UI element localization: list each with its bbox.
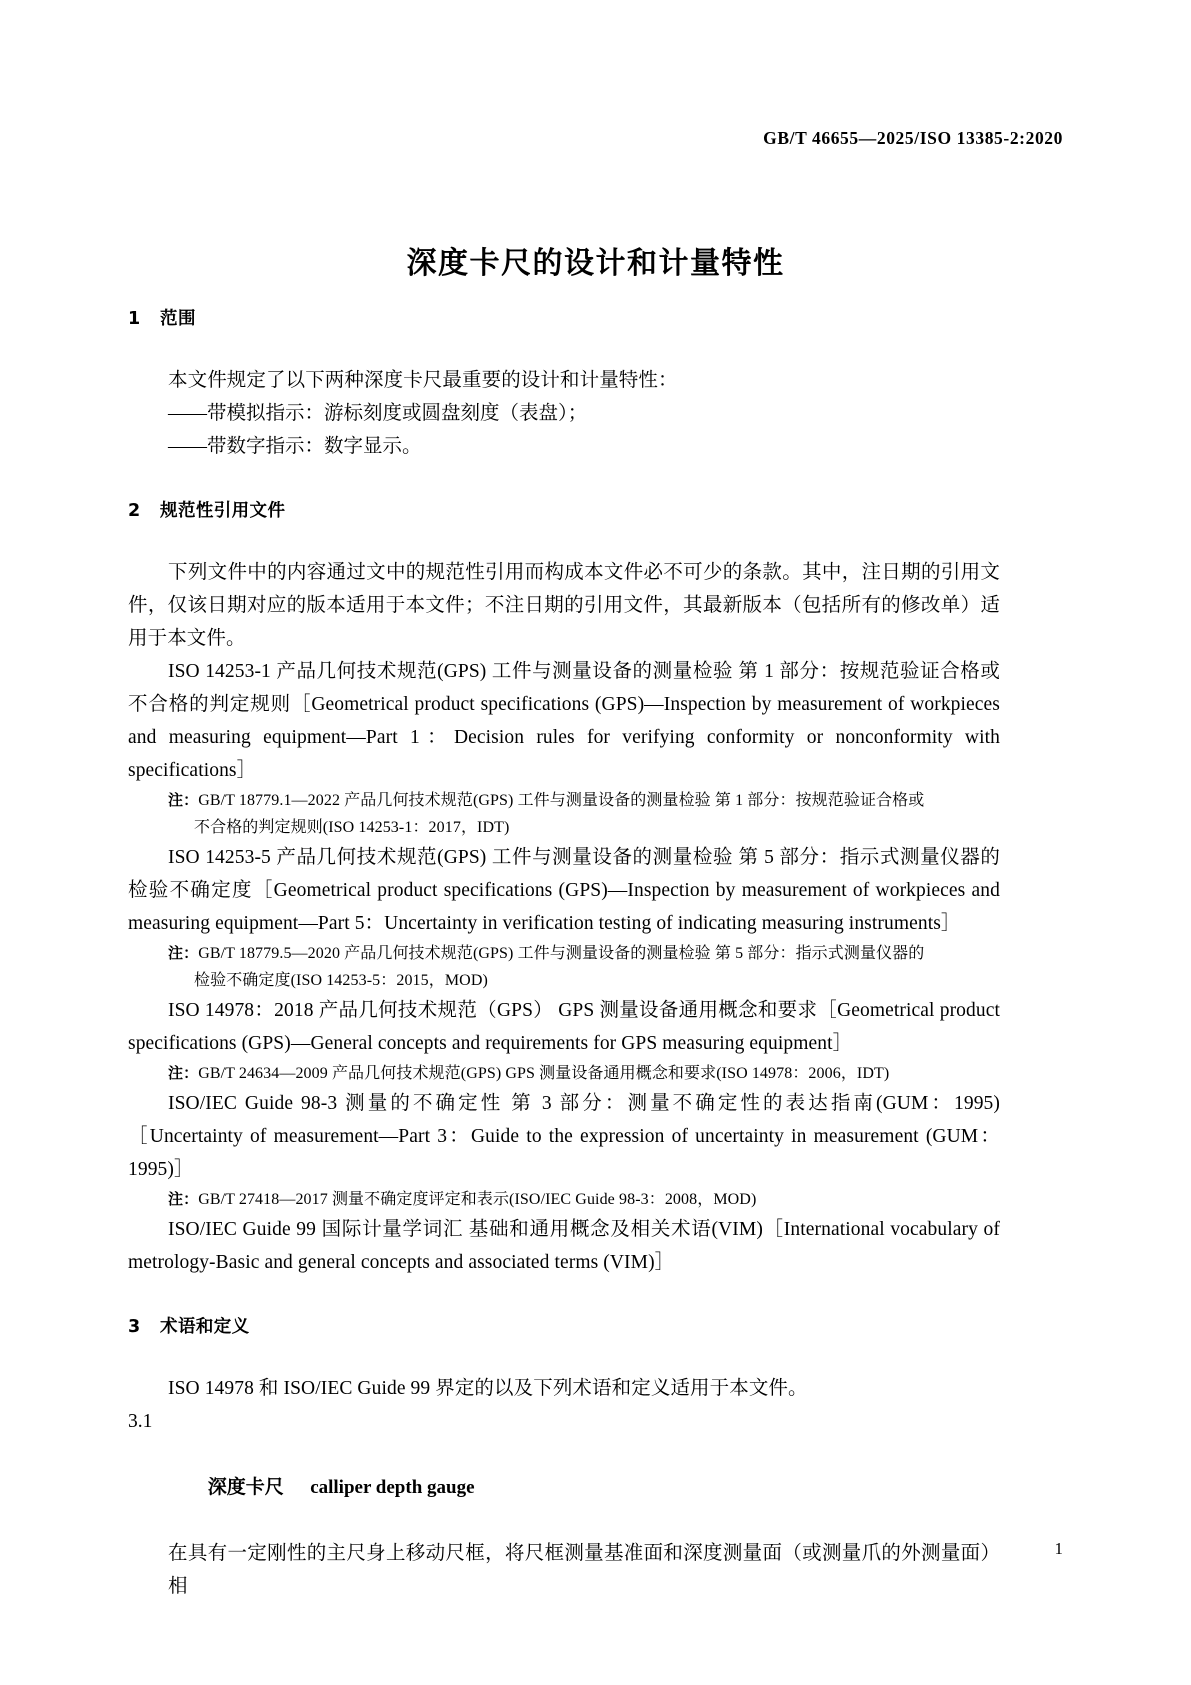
reference-entry: ISO/IEC Guide 99 国际计量学词汇 基础和通用概念及相关术语(VIM)［International vocabulary of metrology-Basic and general concepts and associated terms (VIM)］	[128, 1219, 1000, 1273]
note-label: 注：	[168, 1190, 199, 1208]
reference-note-continuation: 不合格的判定规则(ISO 14253-1：2017，IDT)	[194, 819, 510, 836]
clause-1-intro: 本文件规定了以下两种深度卡尺最重要的设计和计量特性：	[168, 370, 678, 391]
note-label: 注：	[168, 944, 199, 962]
reference-note	[128, 787, 1000, 814]
clause-3-intro: ISO 14978 和 ISO/IEC Guide 99 界定的以及下列术语和定义适用于本文件。	[168, 1378, 808, 1399]
reference-note-continuation: 检验不确定度(ISO 14253-5：2015，MOD)	[194, 972, 488, 989]
term-name-en: calliper depth gauge	[310, 1477, 475, 1498]
clause-1-item-digital: ——带数字指示：数字显示。	[168, 436, 422, 457]
term-name-zh: 深度卡尺	[207, 1476, 284, 1498]
term-definition: 在具有一定刚性的主尺身上移动尺框，将尺框测量基准面和深度测量面（或测量爪的外测量面）相	[168, 1543, 1000, 1597]
document-body	[128, 305, 1000, 1603]
reference-note	[128, 1060, 1000, 1087]
reference-entry: ISO 14253-1 产品几何技术规范(GPS) 工件与测量设备的测量检验 第 1 部分：按规范验证合格或不合格的判定规则［Geometrical product specifications (GPS)—Inspection by measurement of workpieces and measuring equipment—Part 1：Decision rules for verifying conformity or nonconformity with specifications］	[128, 661, 1000, 781]
running-header-standard-number: GB/T 46655—2025/ISO 13385-2:2020	[763, 128, 1063, 148]
clause-2-intro: 下列文件中的内容通过文中的规范性引用而构成本文件必不可少的条款。其中，注日期的引用文件，仅该日期对应的版本适用于本文件；不注日期的引用文件，其最新版本（包括所有的修改单）适用于本文件。	[128, 562, 1000, 649]
term-name-spacer	[284, 1476, 310, 1498]
reference-entry: ISO/IEC Guide 98-3 测量的不确定性 第 3 部分：测量不确定性的表达指南(GUM：1995)［Uncertainty of measurement—Part 3：Guide to the expression of uncertainty in measurement (GUM：1995)］	[128, 1093, 1000, 1180]
note-text: GB/T 18779.1—2022 产品几何技术规范(GPS) 工件与测量设备的测量检验 第 1 部分：按规范验证合格或	[198, 792, 925, 809]
term-number: 3.1	[128, 1411, 153, 1432]
note-label: 注：	[168, 791, 199, 809]
reference-note	[128, 940, 1000, 967]
term-name	[128, 1438, 1000, 1537]
clause-1-item-analog: ——带模拟指示：游标刻度或圆盘刻度（表盘）；	[168, 403, 588, 424]
clause-heading-3: 3 术语和定义	[128, 1317, 250, 1337]
clause-heading-2: 2 规范性引用文件	[128, 501, 286, 521]
reference-entry: ISO 14978：2018 产品几何技术规范（GPS） GPS 测量设备通用概念和要求［Geometrical product specifications (GPS)—General concepts and requirements for GPS measuring equipment］	[128, 1000, 1000, 1054]
note-text: GB/T 24634—2009 产品几何技术规范(GPS) GPS 测量设备通用概念和要求(ISO 14978：2006，IDT)	[198, 1065, 890, 1082]
footer-page-number: 1	[1054, 1539, 1063, 1558]
page-title: 深度卡尺的设计和计量特性	[406, 246, 785, 282]
clause-heading-1: 1 范围	[128, 309, 196, 329]
note-text: GB/T 18779.5—2020 产品几何技术规范(GPS) 工件与测量设备的测量检验 第 5 部分：指示式测量仪器的	[198, 945, 925, 962]
reference-note	[128, 1186, 1000, 1213]
note-text: GB/T 27418—2017 测量不确定度评定和表示(ISO/IEC Guide 98-3：2008，MOD)	[198, 1191, 757, 1208]
reference-entry: ISO 14253-5 产品几何技术规范(GPS) 工件与测量设备的测量检验 第 5 部分：指示式测量仪器的检验不确定度［Geometrical product specifications (GPS)—Inspection by measurement of workpieces and measuring equipment—Part 5：Uncertainty in verification testing of indicating measuring instruments］	[128, 847, 1000, 934]
note-label: 注：	[168, 1064, 199, 1082]
